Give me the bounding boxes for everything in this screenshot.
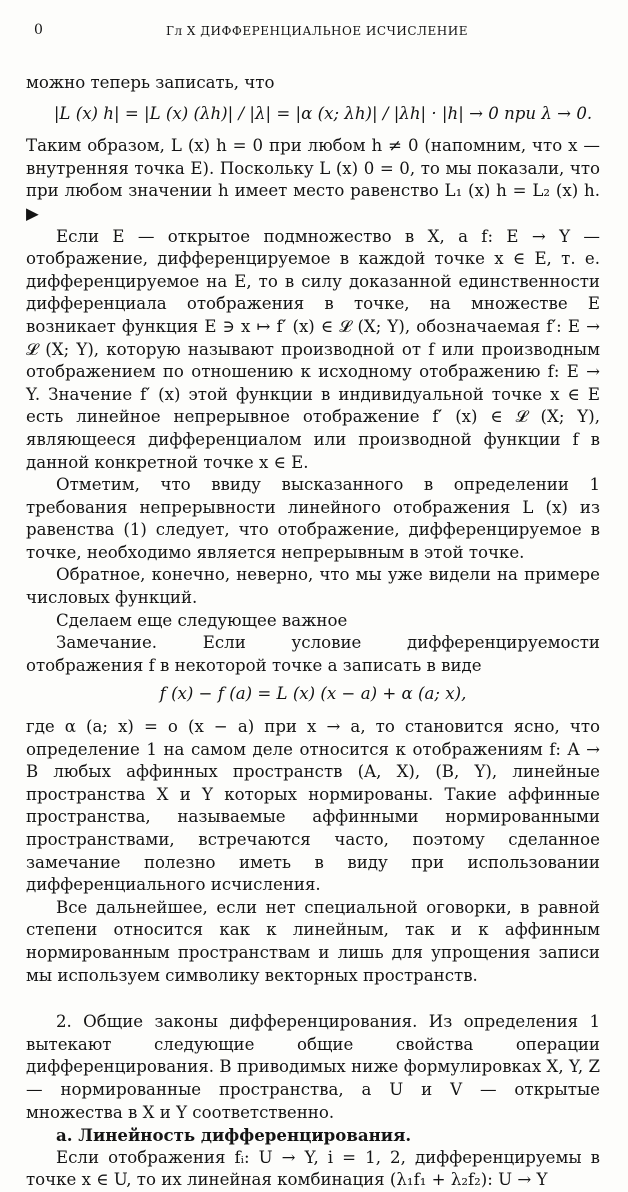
paragraph: Если E — открытое подмножество в X, а f: E → Y — отображение, дифференцируемое в каждой точке x ∈ E, т. е. дифференцируемое на E, то в силу доказанной единственности дифференциала отображения в точке, на множестве E возникает функция E ∋ x ↦ f′ (x) ∈ 𝓛 (X; Y), обозначаемая f′: E → 𝓛 (X; Y), которую называют производной от f или производным отображением по отношению к исходному отображению f: E → Y. Значение f′ (x) этой функции в индивидуальной точке x ∈ E есть линейное непрерывное отображение f′ (x) ∈ 𝓛 (X; Y), являющееся дифференциалом или производной функции f в данной конкретной точке x ∈ E. — [26, 226, 600, 472]
chapter-title: Гл X ДИФФЕРЕНЦИАЛЬНОЕ ИСЧИСЛЕНИЕ — [166, 24, 468, 38]
section-paragraph: 2. Общие законы дифференцирования. Из определения 1 вытекают следующие общие свойства операции дифференцирования. В приводимых ниже формулировках X, Y, Z — нормированные пространства, а U и V — открытые множества в X и Y соответственно. — [26, 1012, 600, 1122]
page-number: 0 — [34, 22, 43, 38]
paragraph: Все дальнейшее, если нет специальной оговорки, в равной степени относится как к линейным, так и к аффинным нормированным пространствам и лишь для упрощения записи мы используем символику векторных пространств. — [26, 897, 600, 985]
paragraph: можно теперь записать, что — [26, 73, 275, 92]
paragraph: Если отображения fᵢ: U → Y, i = 1, 2, дифференцируемы в точке x ∈ U, то их линейная комбинация (λ₁f₁ + λ₂f₂): U → Y — [26, 1147, 600, 1190]
paragraph: Сделаем еще следующее важное — [56, 610, 348, 630]
section-gap — [26, 987, 600, 1011]
paragraph: Обратное, конечно, неверно, что мы уже видели на примере числовых функций. — [26, 565, 600, 608]
book-page — [26, 22, 600, 1192]
remark-paragraph: Замечание. Если условие дифференцируемости отображения f в некоторой точке a записать в виде — [26, 633, 600, 675]
paragraph: где α (a; x) = o (x − a) при x → a, то становится ясно, что определение 1 на самом деле относится к отображениям f: A → B любых аффинных пространств (A, X), (B, Y), линейные пространства X и Y которых нормированы. Такие аффинные пространства, называемые аффинными нормированными пространствами, встречаются часто, поэтому сделанное замечание полезно иметь в виду при использовании дифференциального исчисления. — [26, 717, 600, 895]
paragraph: Таким образом, L (x) h = 0 при любом h ≠ 0 (напомним, что x — внутренняя точка E). Поскольку L (x) 0 = 0, то мы показали, что при любом значении h имеет место равенство L₁ (x) h = L₂ (x) h. ▶ — [26, 136, 600, 223]
display-formula: |L (x) h| = |L (x) (λh)| / |λ| = |α (x; λh)| / |λh| · |h| → 0 при λ → 0. — [53, 103, 593, 123]
display-formula: f (x) − f (a) = L (x) (x − a) + α (a; x), — [159, 684, 467, 704]
paragraph: Отметим, что ввиду высказанного в определении 1 требования непрерывности линейного отображения L (x) из равенства (1) следует, что отображение, дифференцируемое в точке, необходимо является непрерывным в этой точке. — [26, 475, 600, 562]
running-header — [26, 22, 600, 44]
subsection-heading: a. Линейность дифференцирования. — [56, 1125, 412, 1146]
